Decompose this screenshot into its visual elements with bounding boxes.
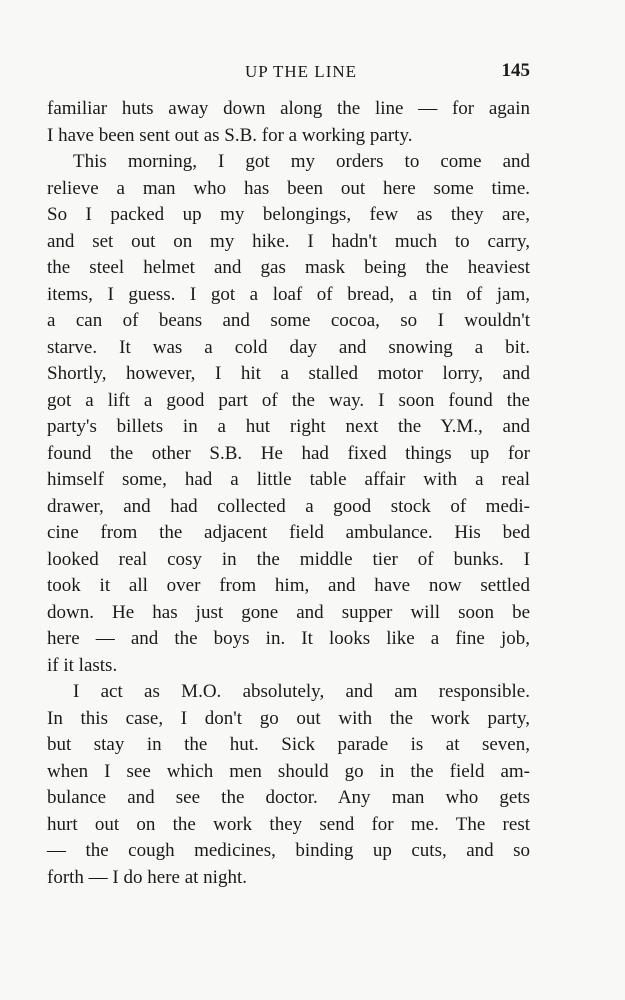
text-line: I act as M.O. absolutely, and am responsible. — [73, 681, 530, 702]
running-title: UP THE LINE — [244, 62, 358, 81]
text-line: a can of beans and some cocoa, so I wouldn't — [47, 310, 530, 331]
text-line: starve. It was a cold day and snowing a bit. — [47, 336, 530, 358]
text-line: bulance and see the doctor. Any man who gets — [47, 787, 530, 808]
paragraph-1 — [47, 96, 530, 149]
body-text — [47, 96, 530, 891]
text-line: when I see which men should go in the field am- — [47, 760, 530, 782]
text-line: down. He has just gone and supper will soon be — [47, 601, 530, 623]
text-line: In this case, I don't go out with the work party, — [47, 707, 530, 729]
text-line: if it lasts. — [47, 654, 118, 676]
running-head — [72, 58, 530, 86]
text-line: items, I guess. I got a loaf of bread, a tin of jam, — [47, 283, 530, 305]
text-line: Shortly, however, I hit a stalled motor lorry, and — [47, 363, 530, 384]
page-number: 145 — [501, 60, 530, 81]
paragraph-3 — [47, 679, 530, 891]
text-line: looked real cosy in the middle tier of bunks. I — [47, 548, 530, 570]
text-line: relieve a man who has been out here some time. — [47, 177, 530, 199]
text-line: the steel helmet and gas mask being the heaviest — [47, 257, 530, 278]
text-line: found the other S.B. He had fixed things up for — [47, 442, 530, 464]
text-line: So I packed up my belongings, few as they are, — [47, 204, 530, 225]
paragraph-2 — [47, 149, 530, 679]
text-line: party's billets in a hut right next the Y.M., and — [47, 416, 530, 437]
text-line: drawer, and had collected a good stock of medi- — [47, 495, 530, 517]
text-line: took it all over from him, and have now settled — [47, 575, 530, 596]
text-line: here — and the boys in. It looks like a fine job, — [47, 628, 530, 649]
text-line: This morning, I got my orders to come and — [73, 151, 530, 172]
text-line: familiar huts away down along the line — for again — [47, 98, 530, 119]
text-line: forth — I do here at night. — [47, 866, 247, 888]
text-line: and set out on my hike. I hadn't much to carry, — [47, 230, 530, 252]
text-line: himself some, had a little table affair with a real — [47, 469, 530, 490]
text-line: hurt out on the work they send for me. The rest — [47, 813, 530, 835]
text-line: — the cough medicines, binding up cuts, and so — [47, 840, 530, 861]
text-line: but stay in the hut. Sick parade is at seven, — [47, 734, 530, 755]
text-line: cine from the adjacent field ambulance. His bed — [47, 522, 530, 543]
text-line: I have been sent out as S.B. for a working party. — [47, 124, 413, 146]
text-line: got a lift a good part of the way. I soon found the — [47, 389, 530, 411]
